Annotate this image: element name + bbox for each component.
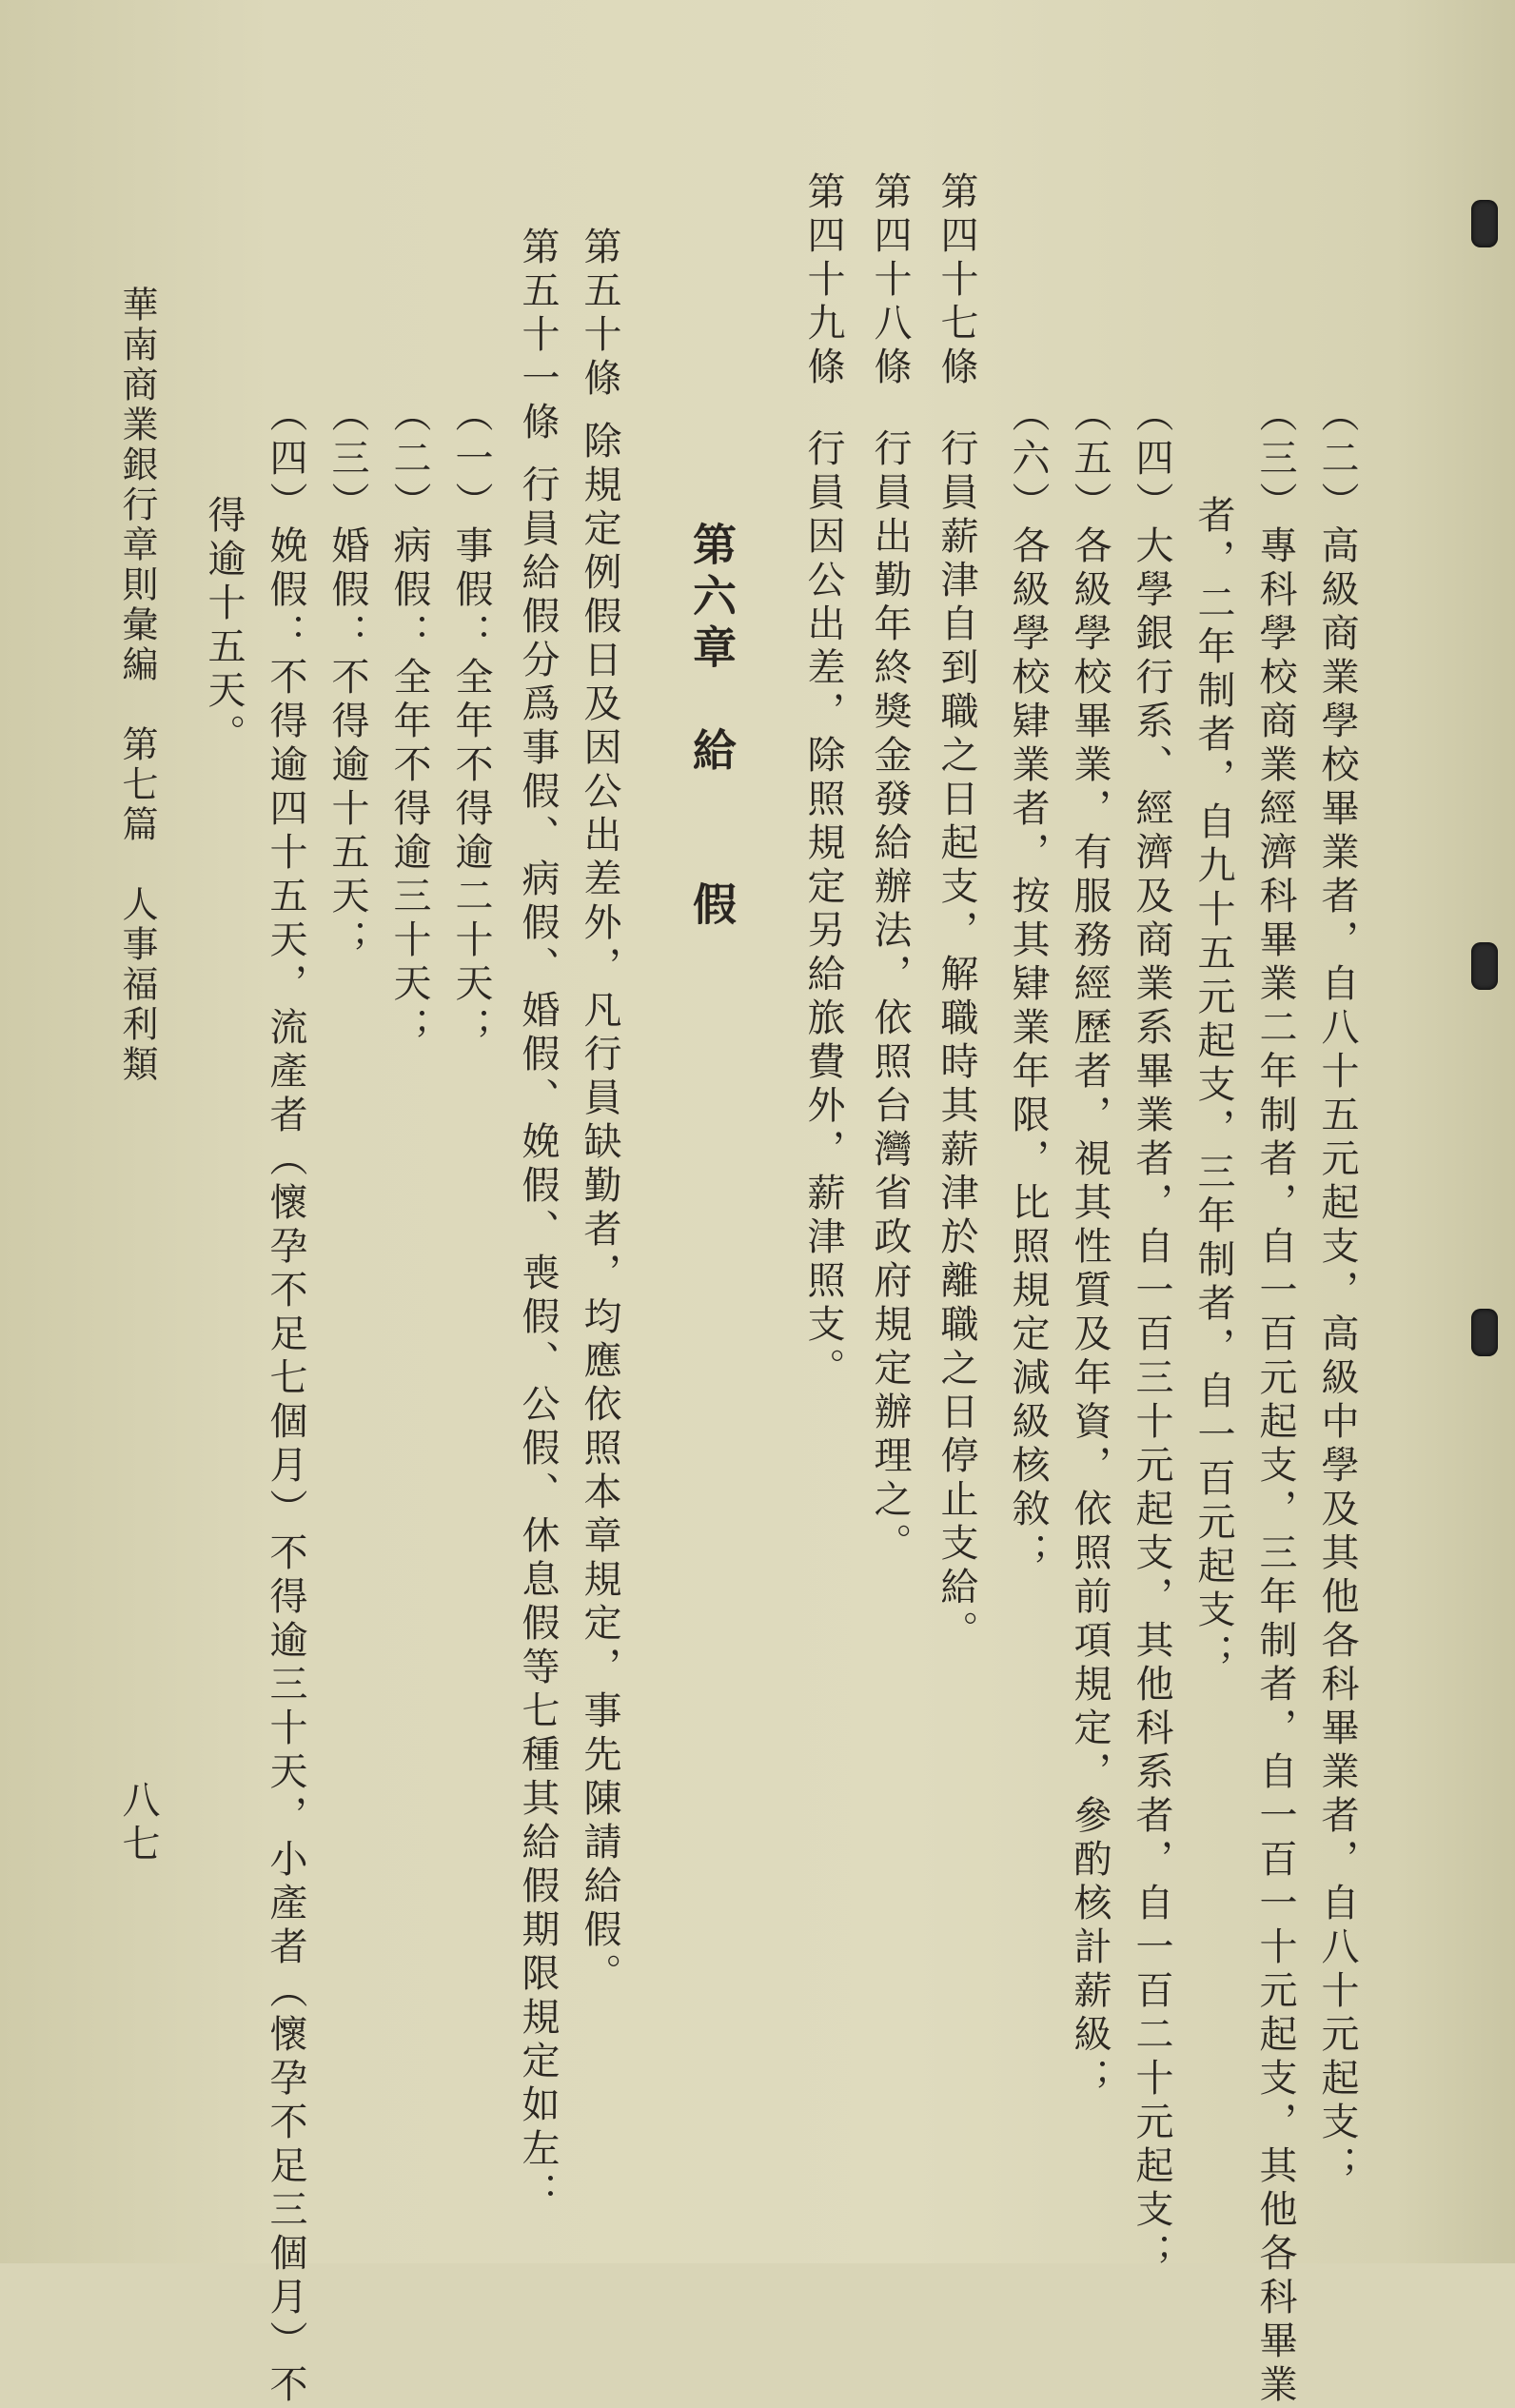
article-label: 第五十一條 — [516, 227, 560, 445]
article-50 — [580, 227, 619, 1997]
item-text: 各級學校肄業者，按其肄業年限，比照規定減級核敘； — [1006, 525, 1050, 1576]
item-column — [1132, 394, 1171, 2277]
item-text: 高級商業學校畢業者，自八十五元起支，高級中學及其他各科畢業者，自八十元起支； — [1315, 525, 1359, 2189]
article-label: 第五十條 — [578, 227, 621, 402]
article-label: 第四十八條 — [868, 171, 912, 390]
footer: 華南商業銀行章則彙編 第七篇 人事福利類 — [116, 286, 158, 1085]
item-label: （四） — [264, 394, 307, 525]
item-label: （三） — [1253, 394, 1297, 525]
binding-hole — [1471, 200, 1498, 247]
item-text: 得逾十五天。 — [202, 495, 246, 758]
article-47 — [935, 171, 978, 1654]
leave-item — [387, 394, 431, 1051]
item-column — [1315, 394, 1359, 2189]
leave-item — [202, 495, 246, 758]
item-text: 大學銀行系、經濟及商業系畢業者，自一百三十元起支，其他科系者，自一百二十元起支； — [1130, 525, 1173, 2277]
binding-hole — [1471, 942, 1498, 990]
chapter-title: 第六章 給 假 — [686, 522, 738, 933]
article-51 — [516, 227, 560, 2216]
item-text: 事假：全年不得逾二十天； — [449, 525, 493, 1051]
item-label: （三） — [325, 394, 369, 525]
leave-item — [266, 394, 305, 2408]
article-48 — [868, 171, 912, 1567]
article-text: 行員因公出差，除照規定另給旅費外，薪津照支。 — [801, 428, 845, 1392]
item-column — [1006, 394, 1050, 1576]
item-text: 娩假：不得逾四十五天，流產者（懷孕不足七個月）不得逾三十天，小產者（懷孕不足三個月）不 — [264, 525, 307, 2408]
item-text: 專科學校商業經濟科畢業二年制者，自一百元起支，三年制者，自一百一十元起支，其他各科畢業 — [1253, 525, 1297, 2408]
item-column — [1191, 495, 1235, 1677]
item-column — [1068, 394, 1112, 2102]
item-label: （五） — [1068, 394, 1112, 525]
article-text: 行員薪津自到職之日起支，解職時其薪津於離職之日停止支給。 — [935, 428, 978, 1654]
item-label: （二） — [1315, 394, 1359, 525]
article-text: 除規定例假日及因公出差外，凡行員缺勤者，均應依照本章規定，事先陳請給假。 — [578, 421, 621, 1997]
item-label: （一） — [449, 394, 493, 525]
article-text: 行員給假分爲事假、病假、婚假、娩假、喪假、公假、休息假等七種其給假期限規定如左： — [516, 464, 560, 2216]
item-label: （六） — [1006, 394, 1050, 525]
item-label: （四） — [1130, 394, 1173, 525]
item-label: （二） — [387, 394, 431, 525]
article-49 — [801, 171, 845, 1392]
page-number: 八七 — [116, 1780, 160, 1867]
item-text: 病假：全年不得逾三十天； — [387, 525, 431, 1051]
item-text: 婚假：不得逾十五天； — [325, 525, 369, 963]
item-column — [1253, 394, 1297, 2408]
leave-item — [449, 394, 493, 1051]
article-label: 第四十七條 — [935, 171, 978, 390]
item-text: 者，二年制者，自九十五元起支，三年制者，自一百元起支； — [1191, 495, 1235, 1677]
item-text: 各級學校畢業，有服務經歷者，視其性質及年資，依照前項規定，參酌核計薪級； — [1068, 525, 1112, 2102]
leave-item — [325, 394, 369, 963]
article-label: 第四十九條 — [801, 171, 845, 390]
binding-hole — [1471, 1309, 1498, 1356]
article-text: 行員出勤年終獎金發給辦法，依照台灣省政府規定辦理之。 — [868, 428, 912, 1567]
